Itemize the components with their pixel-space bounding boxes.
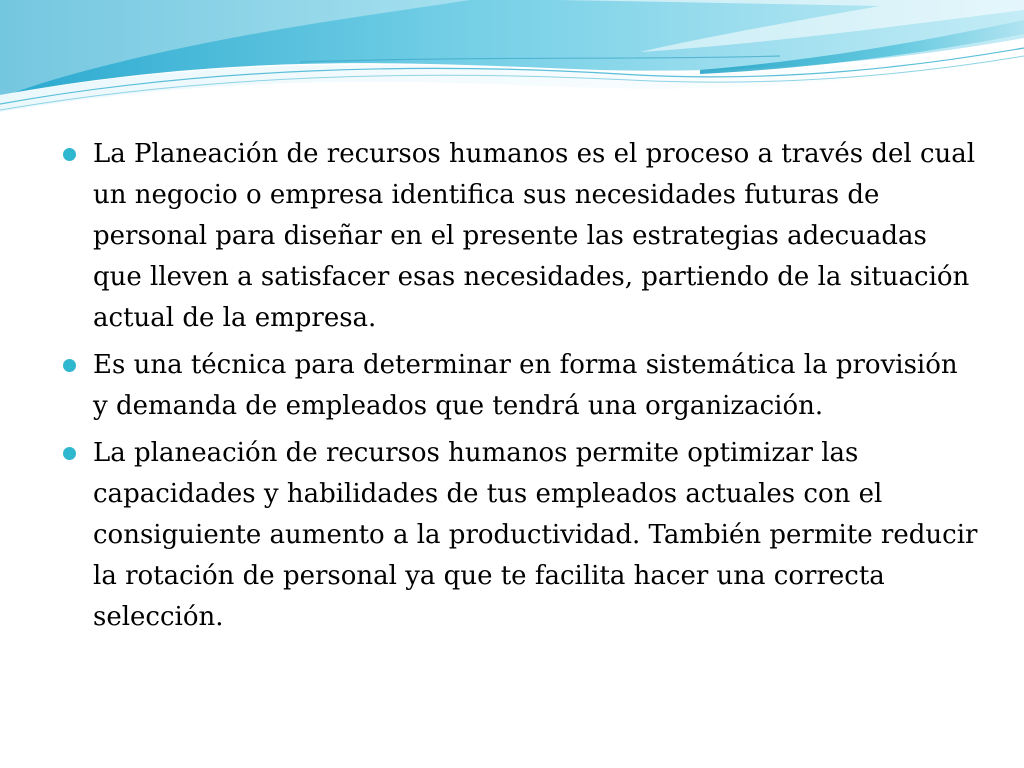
bullet-item	[60, 345, 980, 427]
bullet-text: La planeación de recursos humanos permite optimizar las capacidades y habilidades de tus empleados actuales con el consiguiente aumento a la productividad. También permite reducir la rotación de personal ya que te facilita hacer una correcta selección.	[93, 438, 978, 632]
bullet-text: Es una técnica para determinar en forma sistemática la provisión y demanda de empleados que tendrá una organización.	[93, 350, 958, 421]
wave-header-graphic	[0, 0, 1024, 130]
bullet-dot-icon	[63, 359, 76, 372]
bullet-dot-icon	[63, 148, 76, 161]
bullet-item	[60, 433, 980, 638]
bullet-dot-icon	[63, 447, 76, 460]
bullet-item	[60, 134, 980, 339]
bullet-list	[60, 134, 980, 644]
bullet-text: La Planeación de recursos humanos es el proceso a través del cual un negocio o empresa identifica sus necesidades futuras de personal para diseñar en el presente las estrategias adecuadas que lleven a satisfacer esas necesidades, partiendo de la situación actual de la empresa.	[93, 139, 976, 333]
